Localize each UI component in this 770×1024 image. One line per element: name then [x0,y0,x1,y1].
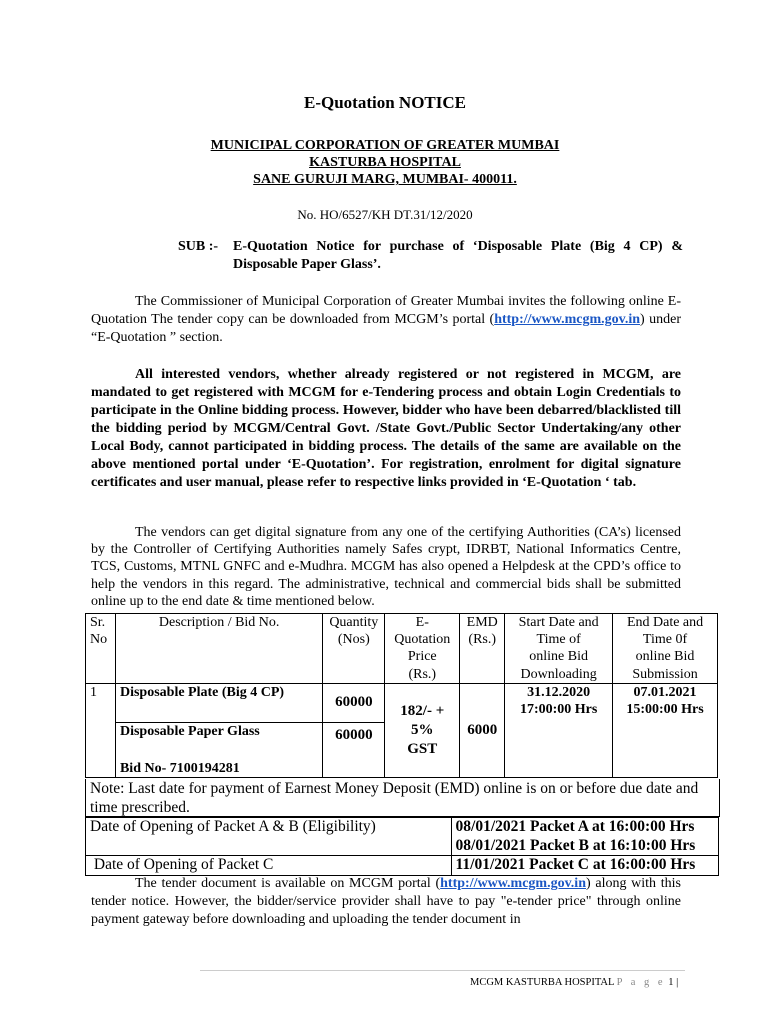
item-2-name: Disposable Paper Glass [119,723,260,739]
page-footer [470,977,678,988]
org-line-3: SANE GURUJI MARG, MUMBAI- 400011. [253,172,517,187]
emd-cell: 6000 [460,683,505,777]
digital-signature-text: The vendors can get digital signature from any one of the certifying Authorities (CA’s) licensed by the Controller of Certifying Authorities namely Safes crypt, IDRBT, National Informatics Centre, TCS, Customs, MTNL GNFC and e-Mudhra. MCGM has also opened a Helpdesk at the CPD’s office to help the vendors in this regard. The administrative, technical and commercial bids shall be submitted online up to the end date & time mentioned below. [91,525,681,609]
opening-c-value: 11/01/2021 Packet C at 16:00:00 Hrs [451,856,718,876]
opening-c-label: Date of Opening of Packet C [86,856,452,876]
intro-text-before: The Commissioner of Municipal Corporation of Greater Mumbai invites the following online E-Quotation The tender copy can be downloaded from MCGM’s portal ( [91,294,681,327]
digital-signature-paragraph [91,524,681,610]
opening-dates-table [85,817,719,876]
start-date-cell: 31.12.2020 17:00:00 Hrs [505,683,613,777]
registration-paragraph [91,366,681,492]
item-2-description [115,722,322,777]
price-cell: 182/- + 5% GST [385,683,460,777]
org-line-1: MUNICIPAL CORPORATION OF GREATER MUMBAI [210,138,560,153]
header-end-date: End Date and Time 0f online Bid Submission [613,614,718,684]
opening-ab-value [451,818,718,856]
header-quantity: Quantity (Nos) [323,614,385,684]
opening-row-c [86,856,719,876]
tender-text-after: ) along with this tender notice. However, the bidder/service provider shall have to pay "e-tender price" through online payment gateway before downloading and uploading the tender document in [91,876,681,927]
item-1-description: Disposable Plate (Big 4 CP) [115,683,322,722]
header-emd: EMD (Rs.) [460,614,505,684]
tender-document-paragraph [91,875,681,928]
tender-text-before: The tender document is available on MCGM portal ( [135,876,441,891]
item-2-quantity: 60000 [323,722,385,777]
intro-text-after: ) under “E-Quotation ” section. [91,311,681,345]
emd-note: Note: Last date for payment of Earnest Money Deposit (EMD) online is on or before due date and time prescribed. [85,779,720,817]
org-line-2: KASTURBA HOSPITAL [309,155,461,170]
table-header-row [86,614,718,684]
organization-header [0,137,770,188]
footer-page-word: P a g e [616,977,666,988]
notice-title: E-Quotation NOTICE [304,93,466,112]
end-date-cell: 07.01.2021 15:00:00 Hrs [613,683,718,777]
subject-text: E-Quotation Notice for purchase of ‘Disposable Plate (Big 4 CP) & Disposable Paper Glass’. [233,239,683,272]
header-start-date: Start Date and Time of online Bid Downloading [505,614,613,684]
row-sr-no: 1 [86,683,116,777]
header-price: E- Quotation Price (Rs.) [385,614,460,684]
opening-packet-b: 08/01/2021 Packet B at 16:10:00 Hrs [455,836,696,854]
bid-number: Bid No- 7100194281 [119,761,240,777]
table-row-item-1 [86,683,718,722]
opening-ab-label: Date of Opening of Packet A & B (Eligibility) [86,818,452,856]
portal-link-2[interactable]: http://www.mcgm.gov.in [440,876,586,891]
header-description: Description / Bid No. [115,614,322,684]
footer-text: MCGM KASTURBA HOSPITAL [470,977,615,988]
portal-link[interactable]: http://www.mcgm.gov.in [494,311,641,327]
bid-table [85,613,718,778]
intro-paragraph [91,293,681,346]
header-sr-no: Sr. No [86,614,116,684]
opening-packet-a: 08/01/2021 Packet A at 16:00:00 Hrs [455,818,695,835]
item-1-quantity: 60000 [323,683,385,722]
reference-number: No. HO/6527/KH DT.31/12/2020 [297,207,473,222]
subject-label: SUB :- [178,239,219,254]
footer-page-number: 1 | [668,977,679,988]
footer-divider [200,970,685,971]
registration-text: All interested vendors, whether already registered or not registered in MCGM, are mandated to get registered with MCGM for e-Tendering process and obtain Login Credentials to participate in the Online bidding process. However, bidder who have been debarred/blacklisted till the bidding period by MCGM/Central Govt. /State Govt./Public Sector Undertaking/any other Local Body, cannot participated in bidding process. The details of the same are available on the above mentioned portal under ‘E-Quotation’. For registration, enrolment for digital signature certificates and user manual, please refer to respective links provided in ‘E-Quotation ‘ tab. [91,367,681,490]
opening-row-ab [86,818,719,856]
